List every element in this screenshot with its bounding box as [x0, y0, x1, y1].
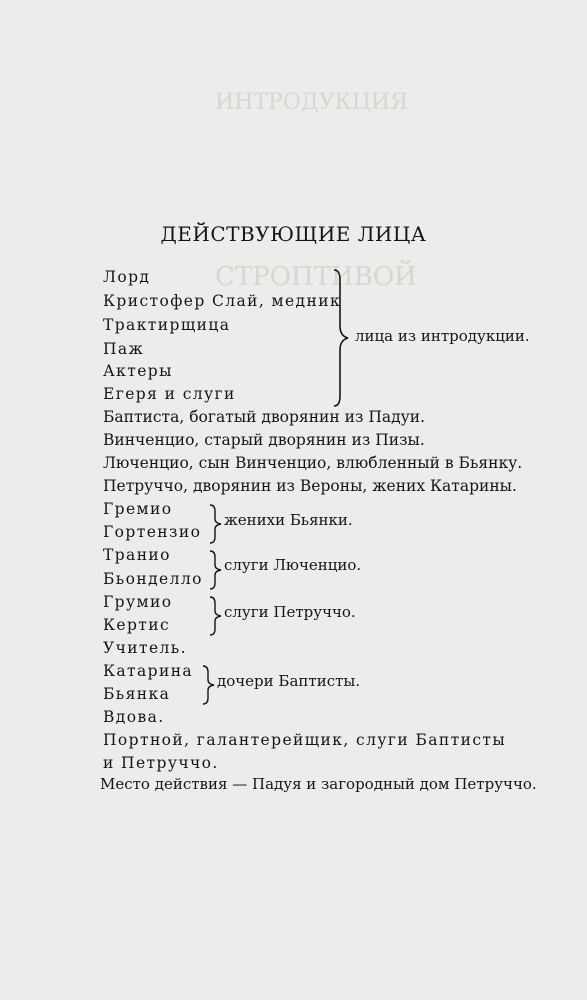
group-brace [200, 664, 218, 706]
page-title: ДЕЙСТВУЮЩИЕ ЛИЦА [160, 222, 427, 246]
character-line: Портной, галантерейщик, слуги Баптисты [103, 731, 507, 749]
group-brace [207, 503, 225, 545]
character-line: Петруччо, дворянин из Вероны, жених Катарины. [103, 477, 517, 495]
character-line: Актеры [103, 362, 173, 380]
character-line: Бьянка [103, 685, 171, 703]
character-name: Кристофер Слай, медник [103, 292, 342, 310]
character-line: Транио [103, 546, 171, 564]
group-brace [207, 595, 225, 637]
group-brace [330, 268, 354, 408]
group-brace [207, 549, 225, 591]
bleed-through-text: ИНТРОДУКЦИЯ [215, 90, 408, 115]
character-line: Учитель. [103, 639, 187, 657]
setting-line: Место действия — Падуя и загородный дом Петруччо. [100, 775, 537, 793]
character-line: Егеря и слуги [103, 385, 236, 403]
character-line: Кертис [103, 616, 171, 634]
character-line: Грумио [103, 593, 173, 611]
character-line: Люченцио, сын Винченцио, влюбленный в Бьянку. [103, 454, 523, 472]
character-line: Трактирщица [103, 316, 231, 334]
character-line: Гремио [103, 500, 173, 518]
character-line: Паж [103, 340, 145, 358]
character-line: Лорд [103, 268, 151, 286]
character-line: Вдова. [103, 708, 165, 726]
group-label: слуги Петруччо. [224, 603, 356, 621]
character-line: Катарина [103, 662, 194, 680]
character-line: Гортензио [103, 523, 202, 541]
character-line: и Петруччо. [103, 754, 219, 772]
character-line: Винченцио, старый дворянин из Пизы. [103, 431, 425, 449]
character-line: Баптиста, богатый дворянин из Падуи. [103, 408, 426, 426]
character-line [103, 292, 341, 310]
group-label: слуги Люченцио. [224, 556, 362, 574]
group-label: лица из интродукции. [355, 327, 530, 345]
group-label: женихи Бьянки. [224, 511, 353, 529]
character-line: Бьонделло [103, 570, 203, 588]
bleed-through-text: СТРОПТИВОЙ [215, 262, 417, 292]
group-label: дочери Баптисты. [217, 672, 361, 690]
